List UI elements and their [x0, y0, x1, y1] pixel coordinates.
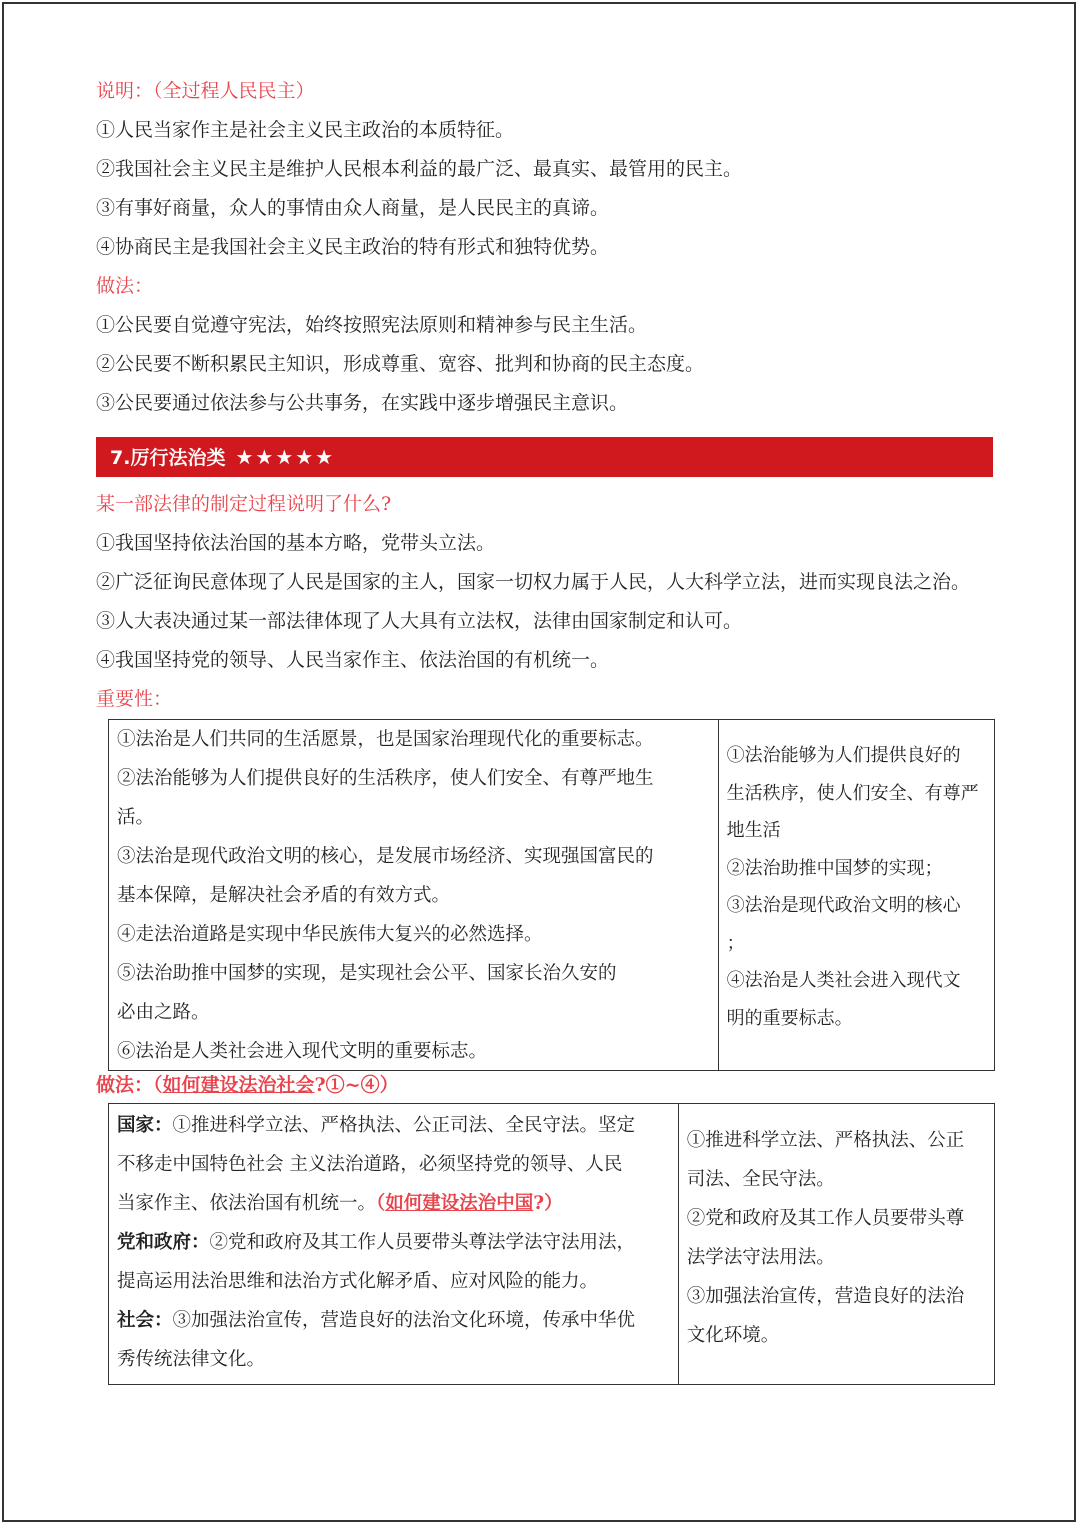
table-line: ②党和政府及其工作人员要带头尊 — [686, 1208, 965, 1229]
method-heading-link[interactable]: 如何建设法治社会 — [162, 1074, 315, 1096]
society-label: 社会： — [117, 1310, 173, 1331]
state-link[interactable]: 如何建设法治中国 — [385, 1193, 534, 1214]
table-line: 法学法守法用法。 — [686, 1247, 835, 1268]
table-line: ①法治是人们共同的生活愿景，也是国家治理现代化的重要标志。 — [117, 729, 654, 750]
method-table — [108, 1103, 995, 1385]
table-line: ③法治是现代政治文明的核心 — [726, 895, 961, 916]
table-line — [117, 1223, 670, 1262]
table-line: 明的重要标志。 — [726, 1007, 853, 1029]
table-line: ③加强法治宣传，营造良好的法治 — [686, 1286, 965, 1307]
table-line: ④法治是人类社会进入现代文 — [726, 970, 961, 991]
answer-item: ①我国坚持依法治国的基本方略，党带头立法。 — [96, 532, 496, 554]
table-line: ②法治能够为人们提供良好的生活秩序，使人们安全、有尊严地生 — [117, 768, 654, 789]
table-line: 活。 — [117, 807, 155, 828]
table-line: ③法治是现代政治文明的核心，是发展市场经济、实现强国富民的 — [117, 846, 654, 867]
answer-item: ②广泛征询民意体现了人民是国家的主人，国家一切权力属于人民，人大科学立法，进而实现良法之治。 — [96, 571, 971, 593]
table-line: ①推进科学立法、严格执法、公正 — [686, 1130, 965, 1151]
explain-label: 说明：（全过程人民民主） — [96, 80, 315, 102]
importance-table-left — [109, 720, 718, 1070]
table-line: 基本保障，是解决社会矛盾的有效方式。 — [117, 885, 451, 906]
importance-table — [108, 719, 995, 1071]
star-rating: ★★★★★ — [235, 445, 336, 469]
table-line: ； — [726, 932, 745, 954]
method-table-left — [109, 1104, 678, 1384]
explain-item: ④协商民主是我国社会主义民主政治的特有形式和独特优势。 — [96, 236, 610, 258]
answer-item: ③人大表决通过某一部法律体现了人大具有立法权，法律由国家制定和认可。 — [96, 610, 743, 632]
importance-label: 重要性： — [96, 688, 173, 710]
table-line: 必由之路。 — [117, 1002, 210, 1023]
party-text: ②党和政府及其工作人员要带头尊法学法守法用法， — [209, 1232, 636, 1253]
table-line: 提高运用法治思维和法治方式化解矛盾、应对风险的能力。 — [117, 1271, 599, 1292]
table-line: 不移走中国特色社会 主义法治道路，必须坚持党的领导、人民 — [117, 1154, 623, 1175]
table-line — [117, 1106, 670, 1145]
table-line: 司法、全民守法。 — [686, 1169, 835, 1190]
page-content — [96, 72, 1016, 1385]
table-line — [117, 1301, 670, 1340]
answer-item: ④我国坚持党的领导、人民当家作主、依法治国的有机统一。 — [96, 649, 610, 671]
method-item: ③公民要通过依法参与公共事务，在实践中逐步增强民主意识。 — [96, 392, 629, 414]
method-table-right — [678, 1104, 994, 1384]
explain-item: ①人民当家作主是社会主义民主政治的本质特征。 — [96, 119, 515, 141]
state-label: 国家： — [117, 1115, 173, 1136]
table-line: ②法治助推中国梦的实现； — [726, 857, 943, 879]
state-text: 当家作主、依法治国有机统一。 — [117, 1193, 377, 1214]
table-line: ④走法治道路是实现中华民族伟大复兴的必然选择。 — [117, 924, 543, 945]
method-heading — [96, 1071, 1016, 1101]
table-line: ⑥法治是人类社会进入现代文明的重要标志。 — [117, 1041, 488, 1062]
table-line: 生活秩序，使人们安全、有尊严 — [726, 782, 979, 804]
section-banner — [96, 437, 993, 477]
method-item: ②公民要不断积累民主知识，形成尊重、宽容、批判和协商的民主态度。 — [96, 353, 705, 375]
banner-title: 7.厉行法治类 — [110, 447, 226, 469]
explain-item: ②我国社会主义民主是维护人民根本利益的最广泛、最真实、最管用的民主。 — [96, 158, 743, 180]
table-line: ⑤法治助推中国梦的实现，是实现社会公平、国家长治久安的 — [117, 963, 617, 984]
method-label: 做法： — [96, 275, 154, 297]
method-heading-prefix: 做法：（ — [96, 1074, 163, 1096]
importance-table-right — [718, 720, 994, 1070]
state-link-prefix: （ — [376, 1193, 386, 1214]
table-line: 文化环境。 — [686, 1325, 780, 1346]
table-line: 地生活 — [726, 820, 781, 841]
state-link-suffix: ?） — [533, 1193, 563, 1214]
table-line — [117, 1184, 670, 1223]
society-text: ③加强法治宣传，营造良好的法治文化环境，传承中华优 — [172, 1310, 636, 1331]
party-label: 党和政府： — [117, 1232, 210, 1253]
state-text: ①推进科学立法、严格执法、公正司法、全民守法。坚定 — [172, 1115, 636, 1136]
table-line: 秀传统法律文化。 — [117, 1349, 266, 1370]
method-heading-suffix: ?①~④） — [314, 1074, 399, 1096]
question-heading: 某一部法律的制定过程说明了什么? — [96, 493, 392, 515]
explain-item: ③有事好商量，众人的事情由众人商量，是人民民主的真谛。 — [96, 197, 610, 219]
method-item: ①公民要自觉遵守宪法，始终按照宪法原则和精神参与民主生活。 — [96, 314, 648, 336]
table-line: ①法治能够为人们提供良好的 — [726, 745, 961, 766]
